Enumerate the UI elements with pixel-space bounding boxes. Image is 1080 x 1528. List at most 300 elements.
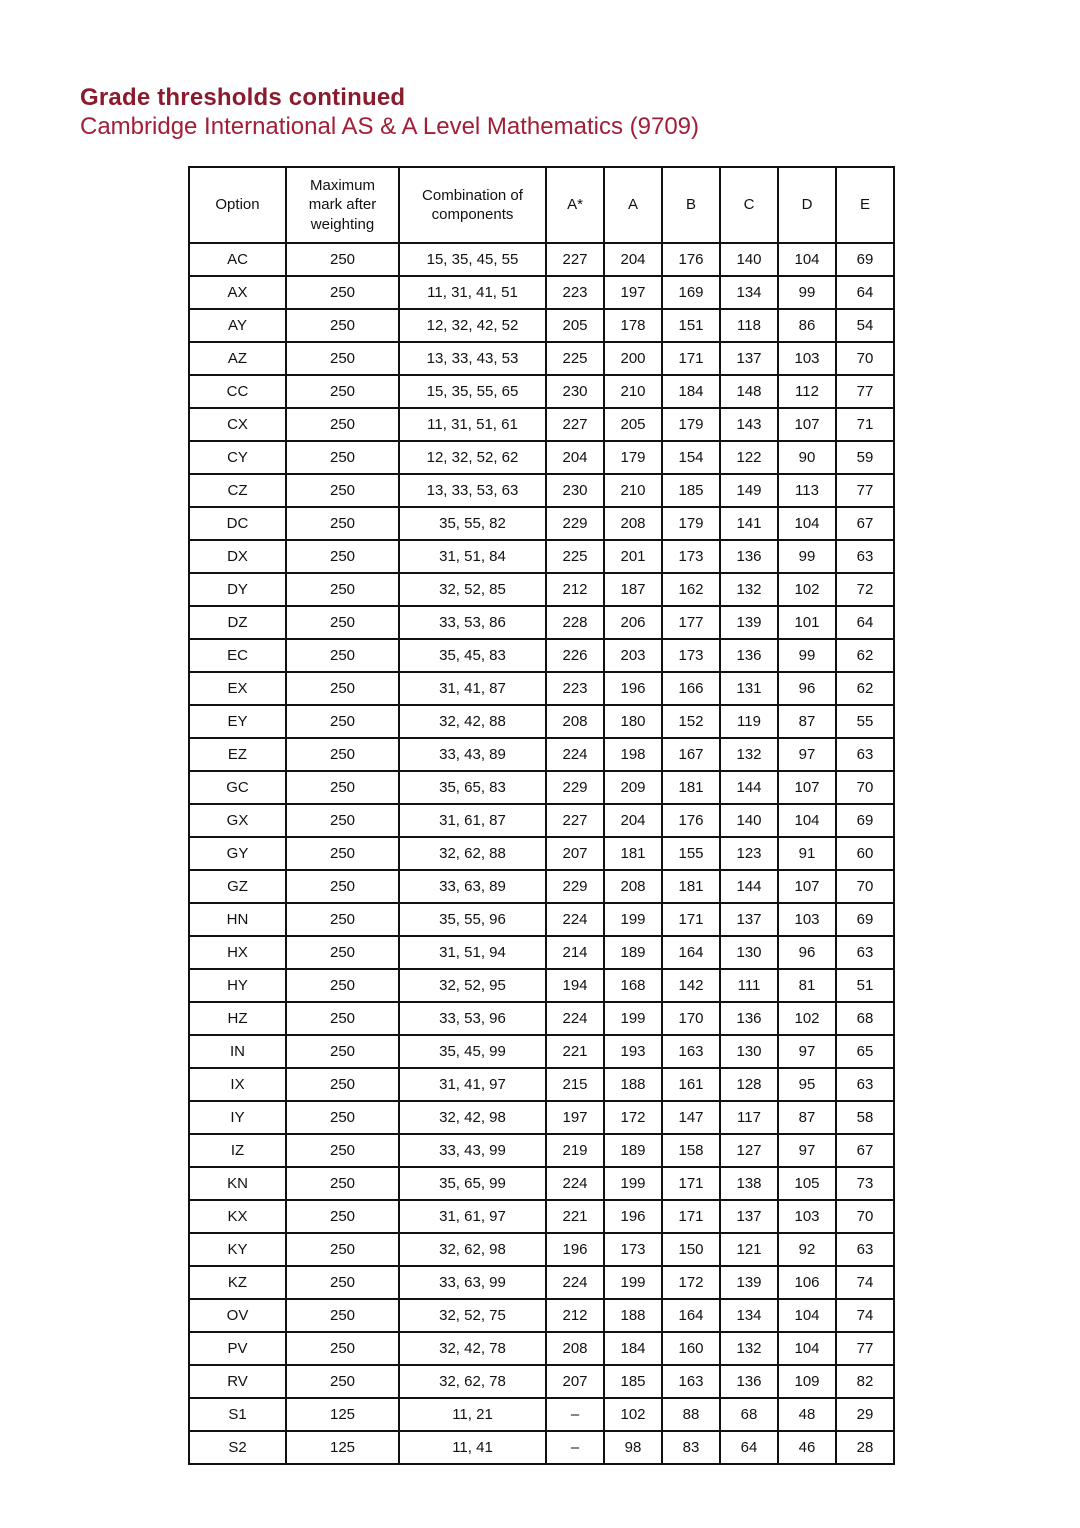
value-cell: 141 bbox=[720, 507, 778, 540]
value-cell: 15, 35, 55, 65 bbox=[399, 375, 546, 408]
table-row bbox=[189, 771, 894, 804]
table-row bbox=[189, 243, 894, 276]
value-cell: 250 bbox=[286, 1068, 399, 1101]
table-row bbox=[189, 342, 894, 375]
value-cell: 250 bbox=[286, 573, 399, 606]
value-cell: 104 bbox=[778, 1332, 836, 1365]
value-cell: 230 bbox=[546, 474, 604, 507]
option-cell: DZ bbox=[189, 606, 286, 639]
value-cell: 86 bbox=[778, 309, 836, 342]
option-cell: KN bbox=[189, 1167, 286, 1200]
value-cell: 147 bbox=[662, 1101, 720, 1134]
value-cell: 31, 61, 87 bbox=[399, 804, 546, 837]
value-cell: 223 bbox=[546, 672, 604, 705]
value-cell: 32, 52, 95 bbox=[399, 969, 546, 1002]
option-cell: EC bbox=[189, 639, 286, 672]
value-cell: 48 bbox=[778, 1398, 836, 1431]
column-header: A bbox=[604, 167, 662, 243]
option-cell: IY bbox=[189, 1101, 286, 1134]
value-cell: 188 bbox=[604, 1299, 662, 1332]
value-cell: 209 bbox=[604, 771, 662, 804]
value-cell: 171 bbox=[662, 342, 720, 375]
value-cell: 29 bbox=[836, 1398, 894, 1431]
option-cell: GY bbox=[189, 837, 286, 870]
value-cell: 250 bbox=[286, 1365, 399, 1398]
value-cell: – bbox=[546, 1431, 604, 1464]
value-cell: 184 bbox=[604, 1332, 662, 1365]
value-cell: 250 bbox=[286, 1233, 399, 1266]
value-cell: 117 bbox=[720, 1101, 778, 1134]
value-cell: 144 bbox=[720, 870, 778, 903]
value-cell: 96 bbox=[778, 936, 836, 969]
column-header: C bbox=[720, 167, 778, 243]
value-cell: 206 bbox=[604, 606, 662, 639]
value-cell: 199 bbox=[604, 1002, 662, 1035]
table-row bbox=[189, 573, 894, 606]
value-cell: 107 bbox=[778, 870, 836, 903]
value-cell: 250 bbox=[286, 1101, 399, 1134]
option-cell: OV bbox=[189, 1299, 286, 1332]
value-cell: 203 bbox=[604, 639, 662, 672]
option-cell: HN bbox=[189, 903, 286, 936]
value-cell: 64 bbox=[836, 276, 894, 309]
value-cell: 104 bbox=[778, 243, 836, 276]
value-cell: 207 bbox=[546, 837, 604, 870]
value-cell: 97 bbox=[778, 1134, 836, 1167]
value-cell: 226 bbox=[546, 639, 604, 672]
value-cell: 70 bbox=[836, 771, 894, 804]
value-cell: 73 bbox=[836, 1167, 894, 1200]
value-cell: 81 bbox=[778, 969, 836, 1002]
value-cell: 59 bbox=[836, 441, 894, 474]
value-cell: 250 bbox=[286, 870, 399, 903]
value-cell: 201 bbox=[604, 540, 662, 573]
value-cell: 137 bbox=[720, 1200, 778, 1233]
value-cell: 64 bbox=[720, 1431, 778, 1464]
value-cell: 193 bbox=[604, 1035, 662, 1068]
value-cell: 176 bbox=[662, 804, 720, 837]
value-cell: 250 bbox=[286, 672, 399, 705]
table-row bbox=[189, 1332, 894, 1365]
value-cell: 97 bbox=[778, 738, 836, 771]
value-cell: 139 bbox=[720, 606, 778, 639]
table-row bbox=[189, 507, 894, 540]
value-cell: 208 bbox=[546, 705, 604, 738]
value-cell: 224 bbox=[546, 1266, 604, 1299]
value-cell: 103 bbox=[778, 1200, 836, 1233]
value-cell: 102 bbox=[778, 1002, 836, 1035]
value-cell: 179 bbox=[662, 507, 720, 540]
value-cell: 250 bbox=[286, 738, 399, 771]
value-cell: 173 bbox=[662, 540, 720, 573]
value-cell: 122 bbox=[720, 441, 778, 474]
value-cell: 250 bbox=[286, 507, 399, 540]
value-cell: 70 bbox=[836, 1200, 894, 1233]
value-cell: 187 bbox=[604, 573, 662, 606]
value-cell: 102 bbox=[604, 1398, 662, 1431]
option-cell: GC bbox=[189, 771, 286, 804]
page-subtitle: Cambridge International AS & A Level Mathematics (9709) bbox=[80, 113, 700, 140]
value-cell: 172 bbox=[604, 1101, 662, 1134]
value-cell: 225 bbox=[546, 342, 604, 375]
value-cell: 65 bbox=[836, 1035, 894, 1068]
value-cell: 35, 65, 83 bbox=[399, 771, 546, 804]
value-cell: 204 bbox=[604, 243, 662, 276]
value-cell: 74 bbox=[836, 1266, 894, 1299]
option-cell: CZ bbox=[189, 474, 286, 507]
value-cell: 31, 61, 97 bbox=[399, 1200, 546, 1233]
value-cell: 68 bbox=[836, 1002, 894, 1035]
table-row bbox=[189, 837, 894, 870]
value-cell: 103 bbox=[778, 342, 836, 375]
value-cell: 99 bbox=[778, 639, 836, 672]
option-cell: KZ bbox=[189, 1266, 286, 1299]
value-cell: 162 bbox=[662, 573, 720, 606]
value-cell: 164 bbox=[662, 936, 720, 969]
value-cell: 32, 52, 85 bbox=[399, 573, 546, 606]
value-cell: 196 bbox=[604, 1200, 662, 1233]
value-cell: 101 bbox=[778, 606, 836, 639]
value-cell: 35, 65, 99 bbox=[399, 1167, 546, 1200]
value-cell: 12, 32, 52, 62 bbox=[399, 441, 546, 474]
value-cell: 125 bbox=[286, 1398, 399, 1431]
value-cell: 51 bbox=[836, 969, 894, 1002]
value-cell: 32, 42, 98 bbox=[399, 1101, 546, 1134]
value-cell: 33, 43, 99 bbox=[399, 1134, 546, 1167]
value-cell: 178 bbox=[604, 309, 662, 342]
value-cell: 171 bbox=[662, 1200, 720, 1233]
value-cell: 33, 63, 99 bbox=[399, 1266, 546, 1299]
option-cell: AC bbox=[189, 243, 286, 276]
value-cell: 221 bbox=[546, 1200, 604, 1233]
option-cell: AZ bbox=[189, 342, 286, 375]
column-header: E bbox=[836, 167, 894, 243]
value-cell: 171 bbox=[662, 903, 720, 936]
value-cell: 194 bbox=[546, 969, 604, 1002]
value-cell: 105 bbox=[778, 1167, 836, 1200]
value-cell: 212 bbox=[546, 573, 604, 606]
value-cell: 151 bbox=[662, 309, 720, 342]
column-header: B bbox=[662, 167, 720, 243]
value-cell: 197 bbox=[604, 276, 662, 309]
table-row bbox=[189, 705, 894, 738]
value-cell: 250 bbox=[286, 1035, 399, 1068]
value-cell: 205 bbox=[604, 408, 662, 441]
value-cell: 150 bbox=[662, 1233, 720, 1266]
value-cell: 144 bbox=[720, 771, 778, 804]
option-cell: KY bbox=[189, 1233, 286, 1266]
value-cell: 69 bbox=[836, 804, 894, 837]
value-cell: 71 bbox=[836, 408, 894, 441]
value-cell: 63 bbox=[836, 738, 894, 771]
column-header: Combination of components bbox=[399, 167, 546, 243]
value-cell: 136 bbox=[720, 540, 778, 573]
value-cell: 70 bbox=[836, 342, 894, 375]
value-cell: 148 bbox=[720, 375, 778, 408]
option-cell: EY bbox=[189, 705, 286, 738]
value-cell: 170 bbox=[662, 1002, 720, 1035]
page-title: Grade thresholds continued bbox=[80, 84, 406, 111]
value-cell: 77 bbox=[836, 375, 894, 408]
value-cell: 28 bbox=[836, 1431, 894, 1464]
table-row bbox=[189, 1101, 894, 1134]
table-row bbox=[189, 540, 894, 573]
value-cell: 63 bbox=[836, 1233, 894, 1266]
value-cell: 31, 41, 87 bbox=[399, 672, 546, 705]
value-cell: 219 bbox=[546, 1134, 604, 1167]
value-cell: 181 bbox=[604, 837, 662, 870]
table-row bbox=[189, 1134, 894, 1167]
value-cell: 12, 32, 42, 52 bbox=[399, 309, 546, 342]
value-cell: 207 bbox=[546, 1365, 604, 1398]
value-cell: 72 bbox=[836, 573, 894, 606]
value-cell: 229 bbox=[546, 771, 604, 804]
value-cell: 197 bbox=[546, 1101, 604, 1134]
option-cell: DC bbox=[189, 507, 286, 540]
value-cell: 189 bbox=[604, 936, 662, 969]
value-cell: 134 bbox=[720, 1299, 778, 1332]
option-cell: PV bbox=[189, 1332, 286, 1365]
value-cell: – bbox=[546, 1398, 604, 1431]
value-cell: 90 bbox=[778, 441, 836, 474]
option-cell: AX bbox=[189, 276, 286, 309]
value-cell: 119 bbox=[720, 705, 778, 738]
value-cell: 198 bbox=[604, 738, 662, 771]
value-cell: 74 bbox=[836, 1299, 894, 1332]
value-cell: 163 bbox=[662, 1365, 720, 1398]
value-cell: 46 bbox=[778, 1431, 836, 1464]
value-cell: 62 bbox=[836, 639, 894, 672]
value-cell: 82 bbox=[836, 1365, 894, 1398]
table-row bbox=[189, 936, 894, 969]
table-row bbox=[189, 375, 894, 408]
value-cell: 196 bbox=[546, 1233, 604, 1266]
value-cell: 104 bbox=[778, 804, 836, 837]
value-cell: 58 bbox=[836, 1101, 894, 1134]
value-cell: 131 bbox=[720, 672, 778, 705]
value-cell: 184 bbox=[662, 375, 720, 408]
value-cell: 136 bbox=[720, 1365, 778, 1398]
value-cell: 196 bbox=[604, 672, 662, 705]
value-cell: 250 bbox=[286, 276, 399, 309]
value-cell: 35, 45, 99 bbox=[399, 1035, 546, 1068]
value-cell: 88 bbox=[662, 1398, 720, 1431]
table-row bbox=[189, 1233, 894, 1266]
value-cell: 63 bbox=[836, 936, 894, 969]
value-cell: 130 bbox=[720, 1035, 778, 1068]
table-row bbox=[189, 1167, 894, 1200]
value-cell: 11, 41 bbox=[399, 1431, 546, 1464]
value-cell: 155 bbox=[662, 837, 720, 870]
value-cell: 224 bbox=[546, 903, 604, 936]
value-cell: 97 bbox=[778, 1035, 836, 1068]
column-header: Maximum mark after weighting bbox=[286, 167, 399, 243]
value-cell: 35, 55, 82 bbox=[399, 507, 546, 540]
table-row bbox=[189, 408, 894, 441]
option-cell: CX bbox=[189, 408, 286, 441]
value-cell: 77 bbox=[836, 474, 894, 507]
value-cell: 204 bbox=[546, 441, 604, 474]
option-cell: IX bbox=[189, 1068, 286, 1101]
value-cell: 250 bbox=[286, 639, 399, 672]
value-cell: 152 bbox=[662, 705, 720, 738]
value-cell: 107 bbox=[778, 408, 836, 441]
value-cell: 181 bbox=[662, 870, 720, 903]
value-cell: 161 bbox=[662, 1068, 720, 1101]
value-cell: 132 bbox=[720, 738, 778, 771]
value-cell: 212 bbox=[546, 1299, 604, 1332]
value-cell: 33, 53, 96 bbox=[399, 1002, 546, 1035]
value-cell: 224 bbox=[546, 738, 604, 771]
table-row bbox=[189, 276, 894, 309]
table-row bbox=[189, 738, 894, 771]
value-cell: 250 bbox=[286, 705, 399, 738]
value-cell: 98 bbox=[604, 1431, 662, 1464]
value-cell: 221 bbox=[546, 1035, 604, 1068]
value-cell: 35, 45, 83 bbox=[399, 639, 546, 672]
value-cell: 164 bbox=[662, 1299, 720, 1332]
value-cell: 168 bbox=[604, 969, 662, 1002]
value-cell: 208 bbox=[546, 1332, 604, 1365]
table-row bbox=[189, 903, 894, 936]
value-cell: 121 bbox=[720, 1233, 778, 1266]
value-cell: 223 bbox=[546, 276, 604, 309]
value-cell: 137 bbox=[720, 903, 778, 936]
value-cell: 91 bbox=[778, 837, 836, 870]
grade-table-body bbox=[189, 243, 894, 1464]
table-row bbox=[189, 1398, 894, 1431]
option-cell: HY bbox=[189, 969, 286, 1002]
value-cell: 107 bbox=[778, 771, 836, 804]
value-cell: 130 bbox=[720, 936, 778, 969]
value-cell: 176 bbox=[662, 243, 720, 276]
value-cell: 173 bbox=[604, 1233, 662, 1266]
value-cell: 210 bbox=[604, 375, 662, 408]
column-header: Option bbox=[189, 167, 286, 243]
value-cell: 210 bbox=[604, 474, 662, 507]
value-cell: 224 bbox=[546, 1002, 604, 1035]
option-cell: EZ bbox=[189, 738, 286, 771]
value-cell: 139 bbox=[720, 1266, 778, 1299]
value-cell: 136 bbox=[720, 1002, 778, 1035]
table-row bbox=[189, 1266, 894, 1299]
value-cell: 250 bbox=[286, 1299, 399, 1332]
option-cell: AY bbox=[189, 309, 286, 342]
option-cell: HZ bbox=[189, 1002, 286, 1035]
value-cell: 32, 62, 78 bbox=[399, 1365, 546, 1398]
table-row bbox=[189, 1002, 894, 1035]
value-cell: 167 bbox=[662, 738, 720, 771]
value-cell: 172 bbox=[662, 1266, 720, 1299]
value-cell: 32, 52, 75 bbox=[399, 1299, 546, 1332]
value-cell: 67 bbox=[836, 507, 894, 540]
value-cell: 111 bbox=[720, 969, 778, 1002]
value-cell: 250 bbox=[286, 837, 399, 870]
value-cell: 31, 51, 94 bbox=[399, 936, 546, 969]
value-cell: 188 bbox=[604, 1068, 662, 1101]
value-cell: 250 bbox=[286, 309, 399, 342]
value-cell: 70 bbox=[836, 870, 894, 903]
value-cell: 69 bbox=[836, 903, 894, 936]
value-cell: 250 bbox=[286, 540, 399, 573]
option-cell: RV bbox=[189, 1365, 286, 1398]
value-cell: 64 bbox=[836, 606, 894, 639]
value-cell: 77 bbox=[836, 1332, 894, 1365]
value-cell: 33, 43, 89 bbox=[399, 738, 546, 771]
value-cell: 63 bbox=[836, 1068, 894, 1101]
value-cell: 250 bbox=[286, 441, 399, 474]
grade-table-header-row bbox=[189, 167, 894, 243]
value-cell: 181 bbox=[662, 771, 720, 804]
value-cell: 214 bbox=[546, 936, 604, 969]
value-cell: 208 bbox=[604, 507, 662, 540]
value-cell: 138 bbox=[720, 1167, 778, 1200]
value-cell: 15, 35, 45, 55 bbox=[399, 243, 546, 276]
value-cell: 230 bbox=[546, 375, 604, 408]
value-cell: 250 bbox=[286, 1200, 399, 1233]
value-cell: 33, 53, 86 bbox=[399, 606, 546, 639]
value-cell: 118 bbox=[720, 309, 778, 342]
table-row bbox=[189, 639, 894, 672]
value-cell: 102 bbox=[778, 573, 836, 606]
value-cell: 204 bbox=[604, 804, 662, 837]
value-cell: 180 bbox=[604, 705, 662, 738]
value-cell: 35, 55, 96 bbox=[399, 903, 546, 936]
value-cell: 160 bbox=[662, 1332, 720, 1365]
table-row bbox=[189, 969, 894, 1002]
table-row bbox=[189, 309, 894, 342]
value-cell: 31, 51, 84 bbox=[399, 540, 546, 573]
value-cell: 166 bbox=[662, 672, 720, 705]
option-cell: S1 bbox=[189, 1398, 286, 1431]
value-cell: 199 bbox=[604, 903, 662, 936]
value-cell: 104 bbox=[778, 1299, 836, 1332]
value-cell: 199 bbox=[604, 1167, 662, 1200]
value-cell: 200 bbox=[604, 342, 662, 375]
value-cell: 179 bbox=[662, 408, 720, 441]
value-cell: 96 bbox=[778, 672, 836, 705]
value-cell: 179 bbox=[604, 441, 662, 474]
option-cell: HX bbox=[189, 936, 286, 969]
value-cell: 250 bbox=[286, 903, 399, 936]
value-cell: 215 bbox=[546, 1068, 604, 1101]
value-cell: 250 bbox=[286, 804, 399, 837]
value-cell: 225 bbox=[546, 540, 604, 573]
table-row bbox=[189, 606, 894, 639]
value-cell: 229 bbox=[546, 870, 604, 903]
table-row bbox=[189, 870, 894, 903]
value-cell: 132 bbox=[720, 1332, 778, 1365]
table-row bbox=[189, 1068, 894, 1101]
value-cell: 250 bbox=[286, 243, 399, 276]
value-cell: 227 bbox=[546, 804, 604, 837]
value-cell: 11, 31, 41, 51 bbox=[399, 276, 546, 309]
value-cell: 132 bbox=[720, 573, 778, 606]
value-cell: 250 bbox=[286, 936, 399, 969]
value-cell: 103 bbox=[778, 903, 836, 936]
value-cell: 83 bbox=[662, 1431, 720, 1464]
grade-thresholds-table bbox=[188, 166, 895, 1465]
value-cell: 125 bbox=[286, 1431, 399, 1464]
value-cell: 171 bbox=[662, 1167, 720, 1200]
table-row bbox=[189, 804, 894, 837]
value-cell: 185 bbox=[662, 474, 720, 507]
value-cell: 32, 42, 88 bbox=[399, 705, 546, 738]
value-cell: 32, 62, 88 bbox=[399, 837, 546, 870]
value-cell: 104 bbox=[778, 507, 836, 540]
value-cell: 109 bbox=[778, 1365, 836, 1398]
value-cell: 250 bbox=[286, 1134, 399, 1167]
